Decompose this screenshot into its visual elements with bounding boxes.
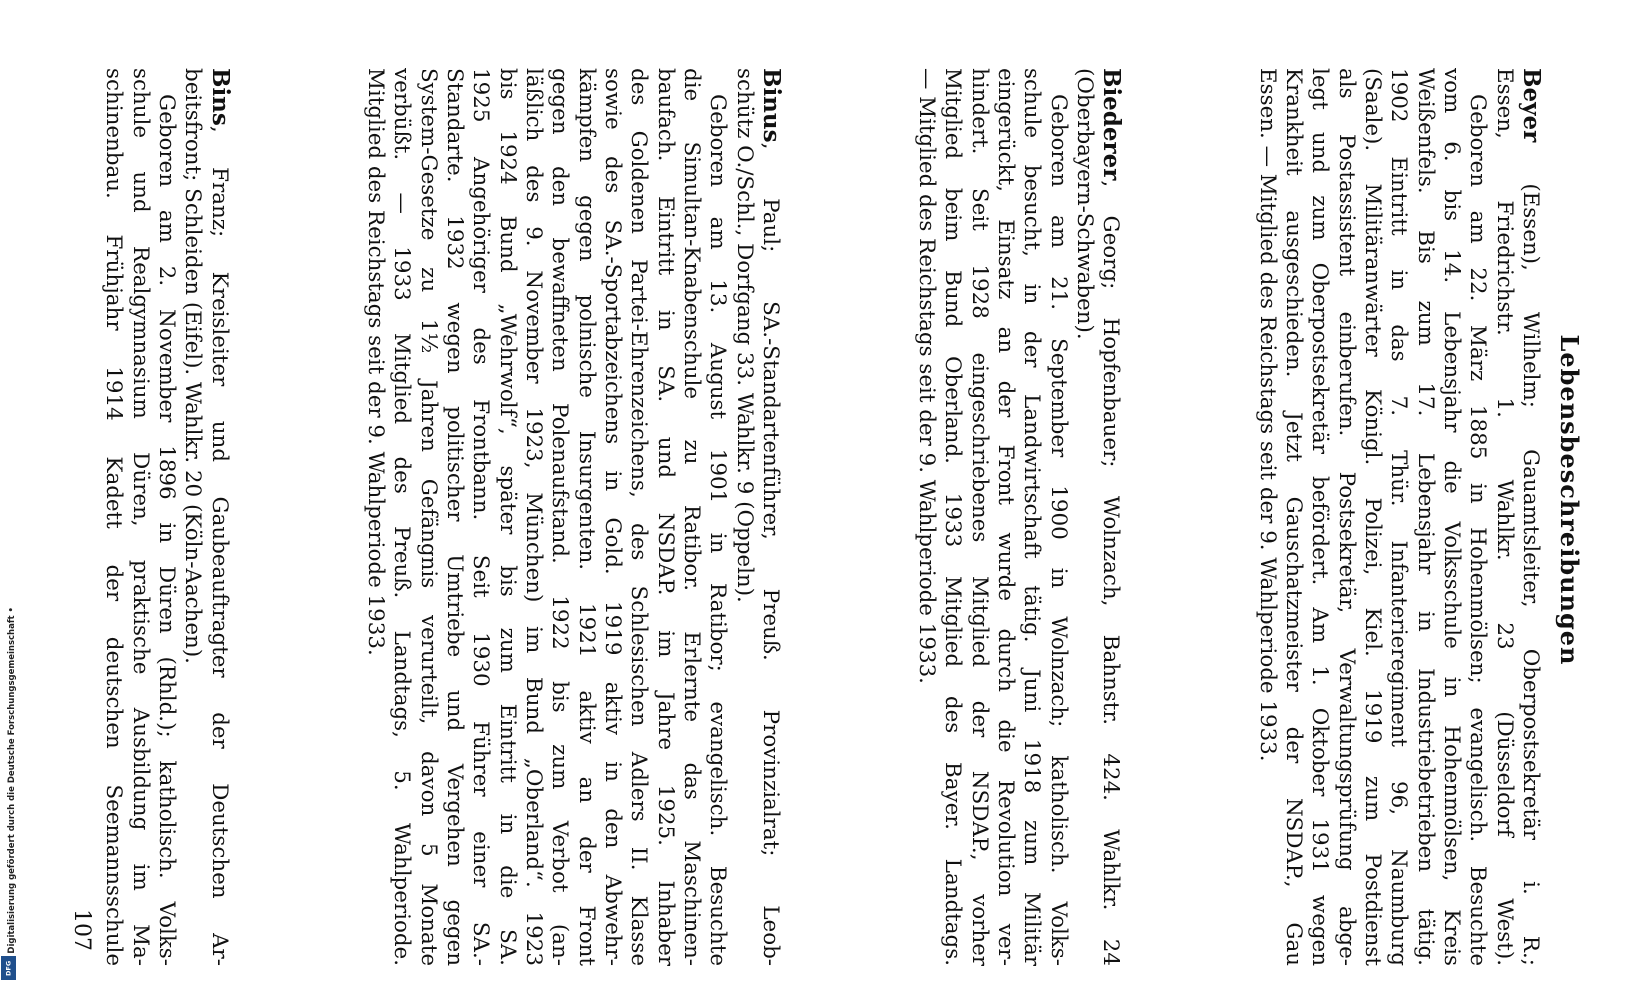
entry-name: Beyer <box>1518 68 1545 143</box>
entry-line: (Saale). Militäranwärter Königl. Polizei, Kiel. 1919 zum Postdienst <box>1360 68 1386 966</box>
entry-line: des Goldenen Partei-Ehrenzeichens, des Schlesischen Adlers II. Klasse <box>626 68 652 966</box>
entry-line: schule und Realgymnasium Düren, praktische Ausbildung im Ma- <box>127 68 153 966</box>
entry-line: , Paul; SA.-Standartenführer, Preuß. Provinzialrat; Leob- <box>757 142 783 966</box>
entry-line: Mitglied des Reichstags seit der 9. Wahlperiode 1933. <box>362 68 388 656</box>
entry-line: kämpfen gegen polnische Insurgenten. 1921 aktiv an der Front <box>573 68 599 966</box>
entry-line: schütz O./Schl., Dorfgang 33. Wahlkr. 9 (Oppeln). <box>731 68 757 603</box>
entry-beyer <box>1253 68 1545 966</box>
entry-line: 1902 Eintritt in das 7. Thür. Infanterieregiment 96, Naumburg <box>1386 68 1412 966</box>
entry-line: Geboren am 2. November 1896 in Düren (Rhld.); katholisch. Volks- <box>154 94 179 966</box>
credit-text: Digitalisierung gefördert durch die Deutsche Forschungsgemeinschaft • <box>7 607 17 954</box>
entry-line: legt und zum Oberpostsekretär befördert. Am 1. Oktober 1931 wegen <box>1307 68 1333 966</box>
entry-line: hindert. Seit 1928 eingeschriebenes Mitglied der NSDAP., vorher <box>966 68 992 966</box>
entry-line: (Essen), Wilhelm; Gauamtsleiter, Oberpostsekretär i. R.; <box>1518 142 1543 966</box>
entry-line: als Postassistent einberufen. Postsekretär, Verwaltungsprüfung abge- <box>1333 68 1359 966</box>
entry-line: eingerückt, Einsatz an der Front wurde durch die Revolution ver- <box>993 68 1019 966</box>
entry-line: läßlich des 9. November 1923, München) im Bund „Oberland“. 1923 <box>520 68 546 966</box>
entry-line: — Mitglied des Reichstags seit der 9. Wahlperiode 1933. <box>914 68 940 684</box>
entry-line: bis 1924 Bund „Wehrwolf“, später bis zum Eintritt in die SA. <box>494 68 520 966</box>
entry-line: Standarte. 1932 wegen politischer Umtriebe und Vergehen gegen <box>441 68 467 966</box>
entry-line: Weißenfels. Bis zum 17. Lebensjahr in Industriebetrieben tätig. <box>1412 68 1438 966</box>
entry-binus <box>362 68 785 966</box>
entries-column <box>100 68 1545 966</box>
entry-line: gegen den bewaffneten Polenaufstand. 1922 bis zum Verbot (an- <box>547 68 573 966</box>
entry-line: Geboren am 21. September 1900 in Wolnzach; katholisch. Volks- <box>1045 94 1071 966</box>
page-header: Lebensbeschreibungen <box>1555 334 1585 666</box>
digitization-credit <box>4 586 20 954</box>
dfg-logo-icon: DFG <box>1 956 16 980</box>
entry-line: beitsfront; Schleiden (Eifel). Wahlkr. 20 (Köln-Aachen). <box>180 68 206 664</box>
entry-line: schinenbau. Frühjahr 1914 Kadett der deutschen Seemannsschule <box>101 68 127 966</box>
entry-line: Essen. — Mitglied des Reichstags seit der 9. Wahlperiode 1933. <box>1254 68 1280 762</box>
entry-line: schule besucht, in der Landwirtschaft tätig. Juni 1918 zum Militär <box>1019 68 1045 966</box>
entry-line: baufach. Eintritt in SA. und NSDAP. im Jahre 1925. Inhaber <box>652 68 678 966</box>
entry-line: die Simultan-Knabenschule zu Ratibor. Erlernte das Maschinen- <box>678 68 704 966</box>
entry-line: Krankheit ausgeschieden. Jetzt Gauschatzmeister der NSDAP., Gau <box>1281 68 1307 966</box>
entry-line: Essen, Friedrichstr. 1. Wahlkr. 23 (Düsseldorf West). <box>1491 68 1517 966</box>
entry-line: verbüßt. — 1933 Mitglied des Preuß. Landtags, 5. Wahlperiode. <box>389 68 415 966</box>
entry-line: vom 6. bis 14. Lebensjahr die Volksschule in Hohenmölsen, Kreis <box>1439 68 1465 966</box>
entry-bins <box>100 68 234 966</box>
entry-line: System-Gesetze zu 1½ Jahren Gefängnis verurteilt, davon 5 Monate <box>415 68 441 966</box>
entry-line: (Oberbayern-Schwaben). <box>1072 68 1098 340</box>
entry-line: sowie des SA.-Sportabzeichens in Gold. 1919 aktiv in den Abwehr- <box>599 68 625 966</box>
entry-name: Binus <box>757 68 785 143</box>
entry-line: Mitglied beim Bund Oberland. 1933 Mitglied des Bayer. Landtags. <box>940 68 966 966</box>
entry-line: 1925 Angehöriger des Frontbann. Seit 1930 Führer einer SA.- <box>468 68 494 966</box>
page-number: 107 <box>69 909 94 951</box>
entry-name: Biederer <box>1098 68 1126 181</box>
entry-line: , Georg; Hopfenbauer; Wolnzach, Bahnstr. 424. Wahlkr. 24 <box>1098 180 1124 966</box>
entry-name: Bins <box>206 68 234 126</box>
entry-line: Geboren am 13. August 1901 in Ratibor; evangelisch. Besuchte <box>705 94 731 966</box>
entry-line: Geboren am 22. März 1885 in Hohenmölsen; evangelisch. Besuchte <box>1465 94 1491 966</box>
entry-biederer <box>913 68 1126 966</box>
entry-line: , Franz; Kreisleiter und Gaubeauftragter der Deutschen Ar- <box>206 125 232 966</box>
